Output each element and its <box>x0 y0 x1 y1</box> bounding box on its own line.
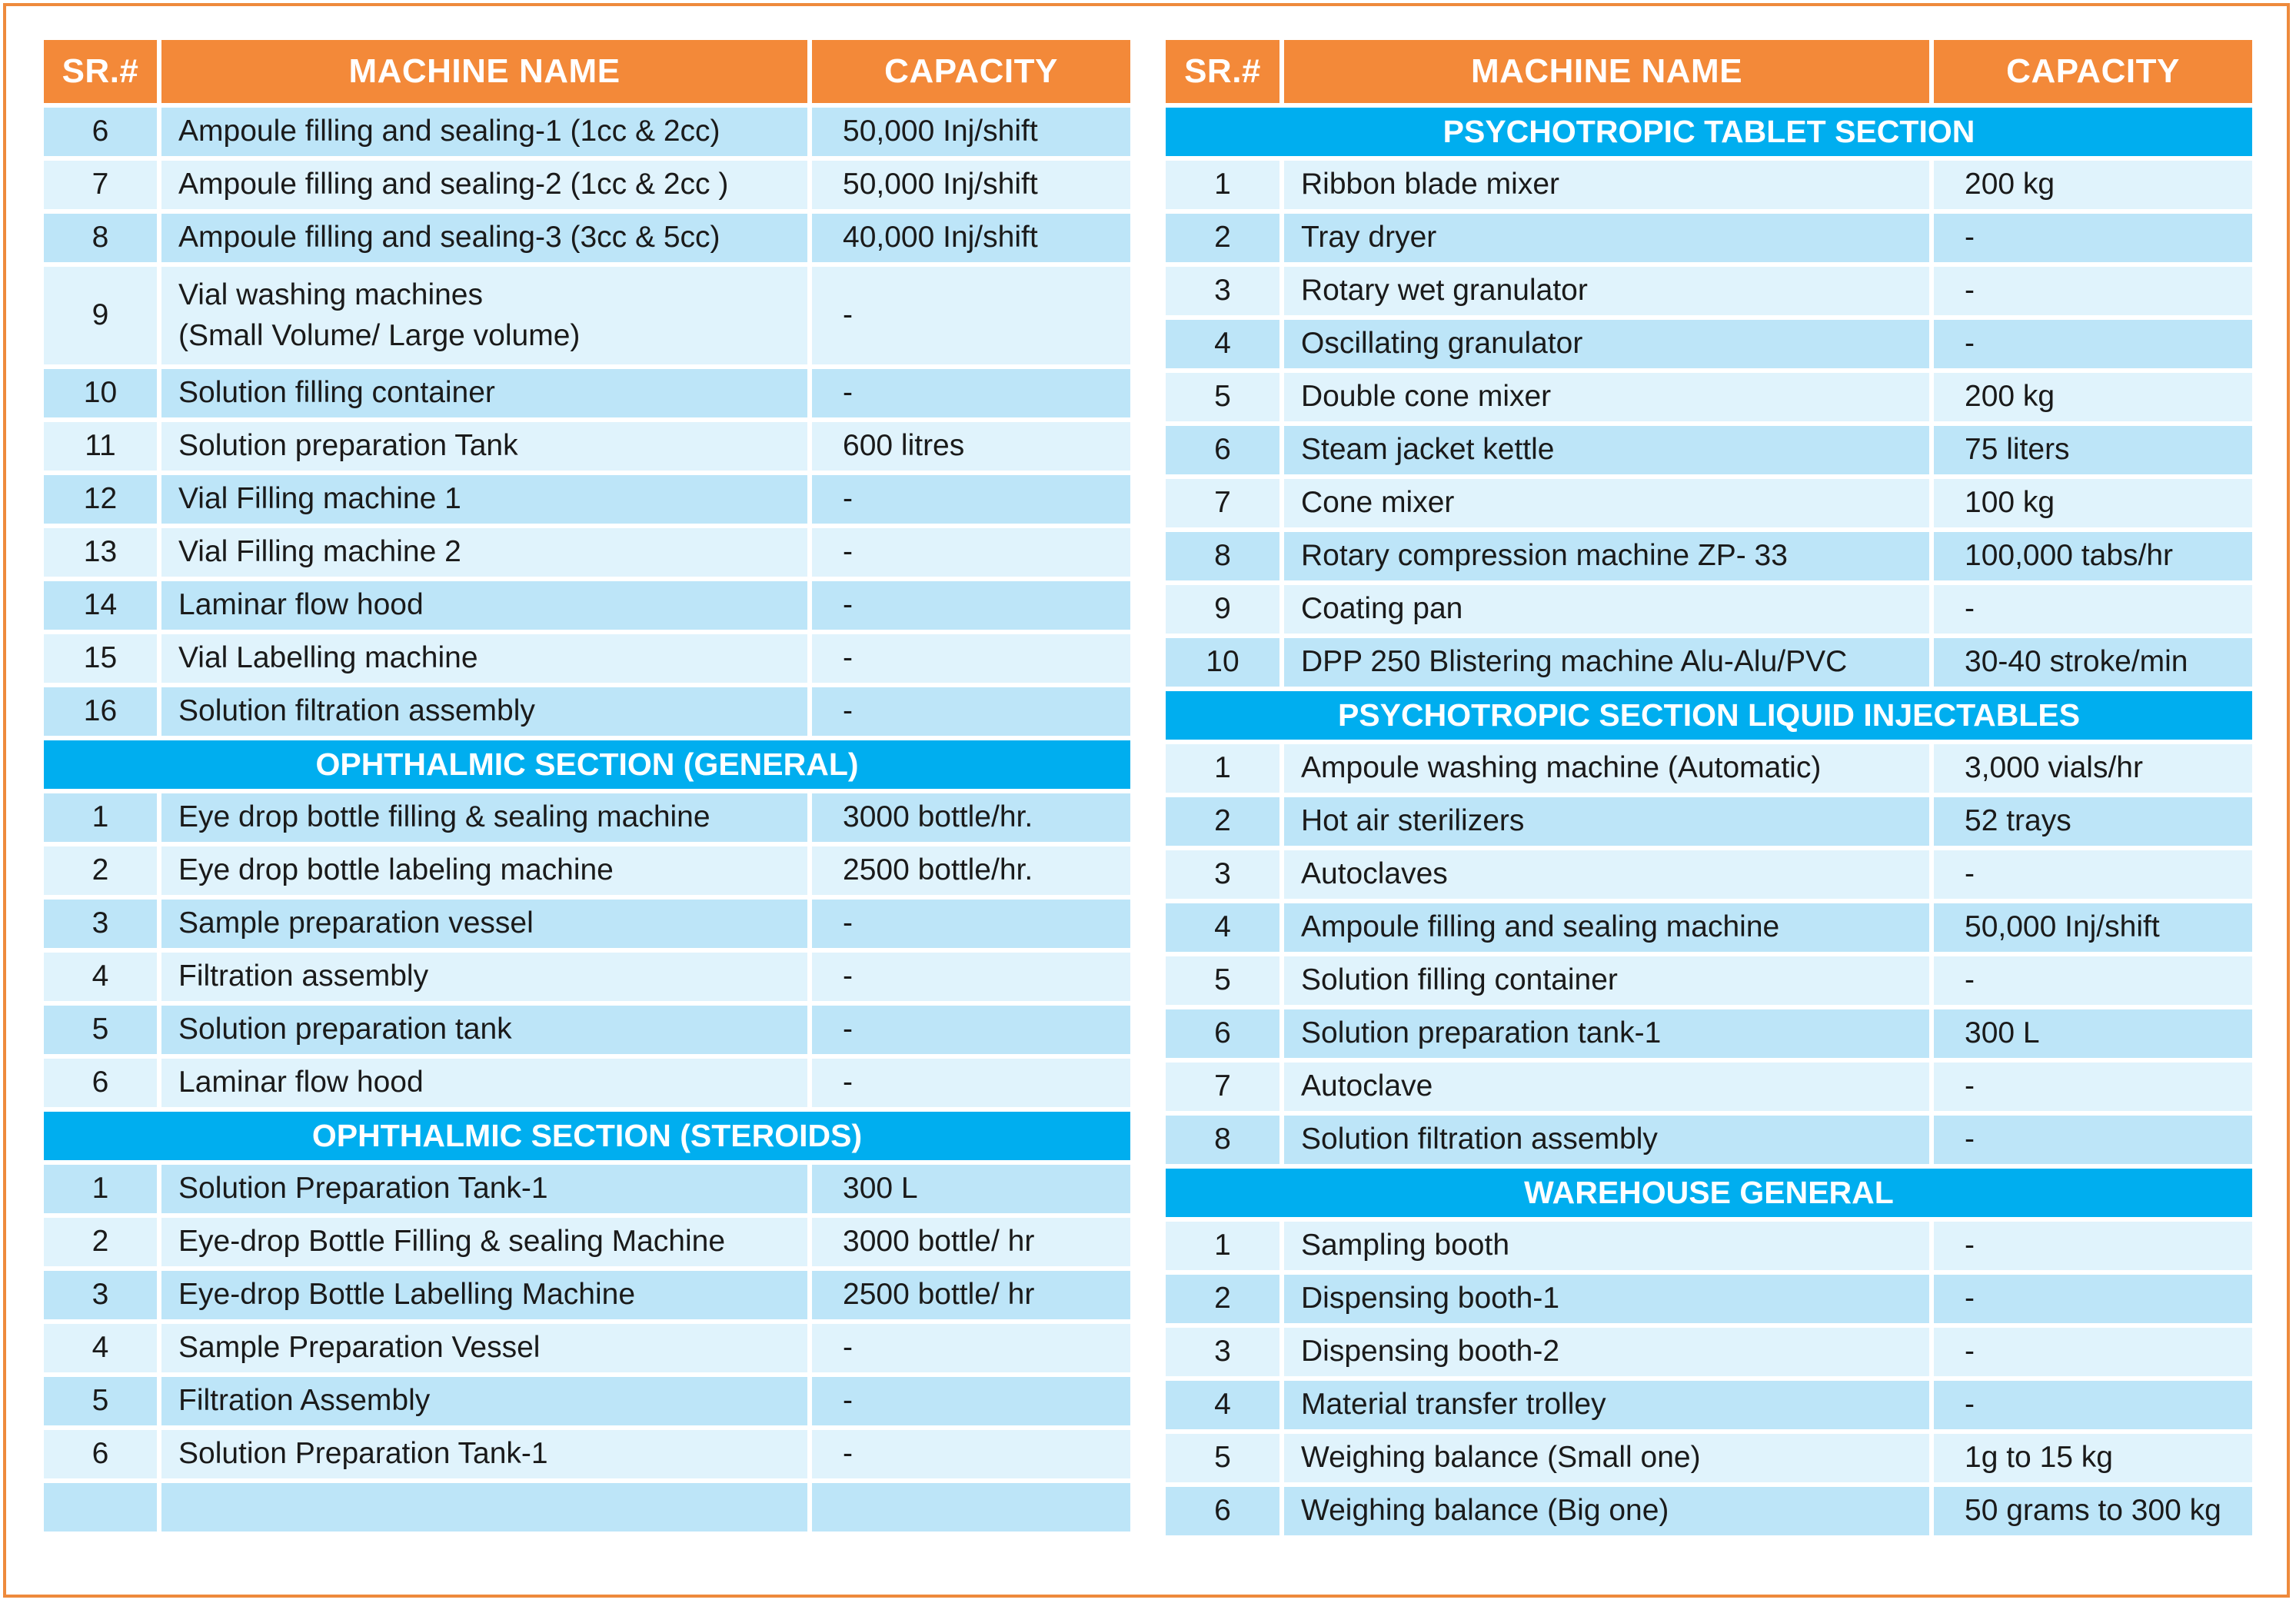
capacity-cell: - <box>1934 1063 2252 1111</box>
sr-cell: 2 <box>44 846 157 895</box>
sr-cell: 5 <box>44 1006 157 1054</box>
sr-cell: 5 <box>1166 1434 1279 1482</box>
sr-cell: 15 <box>44 634 157 683</box>
section-title: PSYCHOTROPIC SECTION LIQUID INJECTABLES <box>1166 691 2252 740</box>
table-row <box>1166 214 2252 262</box>
capacity-cell: - <box>1934 585 2252 634</box>
machine-name-cell: Ampoule filling and sealing-1 (1cc & 2cc) <box>161 108 807 156</box>
table-row <box>1166 903 2252 952</box>
sr-cell: 4 <box>1166 903 1279 952</box>
capacity-cell: - <box>812 528 1130 577</box>
table-row <box>1166 532 2252 580</box>
sr-cell: 6 <box>44 1059 157 1107</box>
table-row <box>44 1430 1130 1478</box>
capacity-cell: 3000 bottle/hr. <box>812 793 1130 842</box>
sr-cell: 7 <box>44 161 157 209</box>
sr-cell: 3 <box>1166 1328 1279 1376</box>
sr-cell: 1 <box>44 793 157 842</box>
machine-name-cell: Weighing balance (Big one) <box>1284 1487 1929 1535</box>
capacity-cell: - <box>1934 1116 2252 1164</box>
sr-cell: 10 <box>44 369 157 417</box>
left-machine-table <box>39 35 1135 1536</box>
table-row <box>1166 1009 2252 1058</box>
capacity-cell: 300 L <box>812 1165 1130 1213</box>
sr-header: SR.# <box>1166 40 1279 103</box>
machine-name-cell: Material transfer trolley <box>1284 1381 1929 1429</box>
table-row <box>1166 1328 2252 1376</box>
section-header-ophthalmic-general <box>44 740 1130 789</box>
machine-name-cell: Solution preparation Tank <box>161 422 807 471</box>
table-row <box>44 634 1130 683</box>
capacity-cell: - <box>1934 956 2252 1005</box>
section-header-psychotropic-tablet <box>1166 108 2252 156</box>
machine-name-cell: DPP 250 Blistering machine Alu-Alu/PVC <box>1284 638 1929 687</box>
table-row <box>44 793 1130 842</box>
sr-cell: 3 <box>1166 267 1279 315</box>
capacity-cell: 3,000 vials/hr <box>1934 744 2252 793</box>
sr-cell: 5 <box>1166 956 1279 1005</box>
machine-name-cell: Laminar flow hood <box>161 1059 807 1107</box>
machine-name-cell: Cone mixer <box>1284 479 1929 527</box>
capacity-cell: - <box>812 369 1130 417</box>
machine-name-cell: Coating pan <box>1284 585 1929 634</box>
machine-name-cell: Rotary compression machine ZP- 33 <box>1284 532 1929 580</box>
empty-row <box>44 1483 1130 1531</box>
machine-name-cell: Vial Filling machine 2 <box>161 528 807 577</box>
sr-cell: 2 <box>1166 1275 1279 1323</box>
capacity-cell <box>812 1483 1130 1531</box>
machine-name-cell: Steam jacket kettle <box>1284 426 1929 474</box>
table-row <box>44 422 1130 471</box>
machine-name-cell: Hot air sterilizers <box>1284 797 1929 846</box>
section-header-ophthalmic-steroids <box>44 1112 1130 1160</box>
table-row <box>44 1377 1130 1425</box>
table-row <box>1166 797 2252 846</box>
machine-name-cell: Sampling booth <box>1284 1222 1929 1270</box>
capacity-cell: 50 grams to 300 kg <box>1934 1487 2252 1535</box>
machine-name-cell: Eye-drop Bottle Labelling Machine <box>161 1271 807 1319</box>
sr-cell: 9 <box>1166 585 1279 634</box>
machine-name-cell: Rotary wet granulator <box>1284 267 1929 315</box>
sr-cell <box>44 1483 157 1531</box>
machine-name-header: MACHINE NAME <box>1284 40 1929 103</box>
sr-cell: 14 <box>44 581 157 630</box>
table-row <box>1166 1434 2252 1482</box>
table-row <box>44 687 1130 736</box>
capacity-cell: 1g to 15 kg <box>1934 1434 2252 1482</box>
section-header-warehouse-general <box>1166 1169 2252 1217</box>
table-row <box>44 369 1130 417</box>
section-title: OPHTHALMIC SECTION (GENERAL) <box>44 740 1130 789</box>
sr-cell: 7 <box>1166 479 1279 527</box>
capacity-cell: - <box>1934 320 2252 368</box>
machine-name-header: MACHINE NAME <box>161 40 807 103</box>
machine-name-cell: Eye drop bottle labeling machine <box>161 846 807 895</box>
machine-name-cell: Solution preparation tank <box>161 1006 807 1054</box>
machine-name-cell: Vial Labelling machine <box>161 634 807 683</box>
sr-cell: 8 <box>1166 1116 1279 1164</box>
sr-cell: 8 <box>44 214 157 262</box>
capacity-cell: - <box>1934 1381 2252 1429</box>
right-table-panel <box>1166 40 2252 1535</box>
table-row <box>44 1271 1130 1319</box>
capacity-cell: 40,000 Inj/shift <box>812 214 1130 262</box>
capacity-cell: - <box>812 687 1130 736</box>
sr-cell: 4 <box>1166 1381 1279 1429</box>
section-title: OPHTHALMIC SECTION (STEROIDS) <box>44 1112 1130 1160</box>
machine-name-cell: Solution filtration assembly <box>1284 1116 1929 1164</box>
sr-cell: 1 <box>1166 1222 1279 1270</box>
capacity-cell: - <box>812 1324 1130 1372</box>
machine-name-cell: Vial Filling machine 1 <box>161 475 807 524</box>
table-row <box>1166 850 2252 899</box>
sr-cell: 3 <box>44 1271 157 1319</box>
table-row <box>44 475 1130 524</box>
sr-cell: 1 <box>44 1165 157 1213</box>
sr-cell: 8 <box>1166 532 1279 580</box>
table-row <box>1166 1275 2252 1323</box>
sr-cell: 12 <box>44 475 157 524</box>
sr-cell: 5 <box>1166 373 1279 421</box>
machine-name-cell: Dispensing booth-2 <box>1284 1328 1929 1376</box>
capacity-cell: - <box>812 1430 1130 1478</box>
table-row <box>44 267 1130 364</box>
machine-name-cell: Weighing balance (Small one) <box>1284 1434 1929 1482</box>
table-row <box>44 214 1130 262</box>
left-table-body <box>44 108 1130 1531</box>
capacity-cell: 200 kg <box>1934 161 2252 209</box>
sr-cell: 4 <box>44 953 157 1001</box>
table-row <box>44 1218 1130 1266</box>
sr-cell: 6 <box>1166 1487 1279 1535</box>
machine-name-cell: Autoclaves <box>1284 850 1929 899</box>
sr-cell: 16 <box>44 687 157 736</box>
table-row <box>1166 479 2252 527</box>
table-row <box>44 846 1130 895</box>
capacity-cell: - <box>812 1377 1130 1425</box>
section-title: PSYCHOTROPIC TABLET SECTION <box>1166 108 2252 156</box>
table-header <box>44 40 1130 103</box>
right-table-body <box>1166 108 2252 1535</box>
capacity-cell: 600 litres <box>812 422 1130 471</box>
machine-name-cell: Solution preparation tank-1 <box>1284 1009 1929 1058</box>
capacity-cell: - <box>1934 267 2252 315</box>
machine-name-cell: Sample Preparation Vessel <box>161 1324 807 1372</box>
machine-name-cell: Ampoule filling and sealing machine <box>1284 903 1929 952</box>
capacity-cell: 100 kg <box>1934 479 2252 527</box>
machine-name-cell: Solution filling container <box>161 369 807 417</box>
machine-name-line-2: (Small Volume/ Large volume) <box>178 318 581 352</box>
table-row <box>1166 320 2252 368</box>
capacity-cell: - <box>1934 850 2252 899</box>
capacity-cell: 300 L <box>1934 1009 2252 1058</box>
machine-name-cell: Filtration assembly <box>161 953 807 1001</box>
sr-cell: 10 <box>1166 638 1279 687</box>
capacity-header: CAPACITY <box>812 40 1130 103</box>
machine-name-cell: Laminar flow hood <box>161 581 807 630</box>
table-row <box>1166 1487 2252 1535</box>
sr-cell: 7 <box>1166 1063 1279 1111</box>
table-row <box>1166 1381 2252 1429</box>
table-row <box>1166 267 2252 315</box>
sr-cell: 2 <box>1166 214 1279 262</box>
capacity-cell: 100,000 tabs/hr <box>1934 532 2252 580</box>
machine-name-cell: Dispensing booth-1 <box>1284 1275 1929 1323</box>
sr-cell: 6 <box>44 108 157 156</box>
sr-cell: 3 <box>44 900 157 948</box>
sr-cell: 6 <box>44 1430 157 1478</box>
table-row <box>1166 1222 2252 1270</box>
table-row <box>1166 956 2252 1005</box>
machine-name-cell: Solution Preparation Tank-1 <box>161 1430 807 1478</box>
capacity-cell: - <box>1934 214 2252 262</box>
capacity-cell: 50,000 Inj/shift <box>812 161 1130 209</box>
capacity-cell: 200 kg <box>1934 373 2252 421</box>
table-row <box>44 528 1130 577</box>
machine-name-cell: Solution Preparation Tank-1 <box>161 1165 807 1213</box>
sr-cell: 1 <box>1166 744 1279 793</box>
table-row <box>1166 585 2252 634</box>
sr-cell: 9 <box>44 267 157 364</box>
sr-cell: 4 <box>44 1324 157 1372</box>
capacity-cell: - <box>812 267 1130 364</box>
machine-name-cell: Autoclave <box>1284 1063 1929 1111</box>
machine-name-cell: Tray dryer <box>1284 214 1929 262</box>
table-row <box>44 1165 1130 1213</box>
table-row <box>1166 1116 2252 1164</box>
section-title: WAREHOUSE GENERAL <box>1166 1169 2252 1217</box>
table-row <box>44 1006 1130 1054</box>
sr-cell: 2 <box>1166 797 1279 846</box>
sr-cell: 4 <box>1166 320 1279 368</box>
capacity-cell: - <box>812 900 1130 948</box>
sr-cell: 13 <box>44 528 157 577</box>
capacity-cell: - <box>812 581 1130 630</box>
sr-cell: 11 <box>44 422 157 471</box>
capacity-cell: - <box>812 475 1130 524</box>
right-machine-table <box>1161 35 2257 1540</box>
sr-cell: 2 <box>44 1218 157 1266</box>
sr-cell: 1 <box>1166 161 1279 209</box>
sr-cell: 5 <box>44 1377 157 1425</box>
machine-name-cell <box>161 267 807 364</box>
machine-name-cell: Sample preparation vessel <box>161 900 807 948</box>
capacity-cell: 75 liters <box>1934 426 2252 474</box>
table-row <box>1166 373 2252 421</box>
table-row <box>1166 161 2252 209</box>
capacity-cell: - <box>812 634 1130 683</box>
table-row <box>44 581 1130 630</box>
table-row <box>1166 426 2252 474</box>
capacity-cell: 50,000 Inj/shift <box>1934 903 2252 952</box>
capacity-cell: 30-40 stroke/min <box>1934 638 2252 687</box>
sr-cell: 6 <box>1166 1009 1279 1058</box>
table-row <box>44 1324 1130 1372</box>
left-table-panel <box>44 40 1130 1531</box>
sr-header: SR.# <box>44 40 157 103</box>
capacity-cell: - <box>1934 1275 2252 1323</box>
capacity-cell: 2500 bottle/hr. <box>812 846 1130 895</box>
table-row <box>44 161 1130 209</box>
capacity-cell: 3000 bottle/ hr <box>812 1218 1130 1266</box>
machine-name-cell: Solution filling container <box>1284 956 1929 1005</box>
table-row <box>1166 638 2252 687</box>
table-header <box>1166 40 2252 103</box>
table-row <box>1166 744 2252 793</box>
machine-name-cell: Ampoule filling and sealing-3 (3cc & 5cc) <box>161 214 807 262</box>
machine-name-cell: Oscillating granulator <box>1284 320 1929 368</box>
sr-cell: 6 <box>1166 426 1279 474</box>
machine-name-cell: Eye-drop Bottle Filling & sealing Machine <box>161 1218 807 1266</box>
machine-name-cell: Eye drop bottle filling & sealing machine <box>161 793 807 842</box>
table-row <box>44 1059 1130 1107</box>
section-header-psychotropic-liquid <box>1166 691 2252 740</box>
machine-name-cell: Ribbon blade mixer <box>1284 161 1929 209</box>
machine-name-cell: Filtration Assembly <box>161 1377 807 1425</box>
machine-name-cell: Solution filtration assembly <box>161 687 807 736</box>
table-row <box>44 953 1130 1001</box>
sr-cell: 3 <box>1166 850 1279 899</box>
machine-name-cell: Ampoule washing machine (Automatic) <box>1284 744 1929 793</box>
capacity-cell: - <box>812 1059 1130 1107</box>
machine-name-line-1: Vial washing machines <box>178 278 483 311</box>
table-row <box>44 900 1130 948</box>
capacity-cell: 2500 bottle/ hr <box>812 1271 1130 1319</box>
capacity-cell: - <box>1934 1222 2252 1270</box>
table-row <box>44 108 1130 156</box>
capacity-cell: - <box>1934 1328 2252 1376</box>
machine-name-cell <box>161 1483 807 1531</box>
machine-name-cell: Double cone mixer <box>1284 373 1929 421</box>
machine-name-cell: Ampoule filling and sealing-2 (1cc & 2cc ) <box>161 161 807 209</box>
capacity-cell: 52 trays <box>1934 797 2252 846</box>
capacity-cell: - <box>812 1006 1130 1054</box>
capacity-header: CAPACITY <box>1934 40 2252 103</box>
table-row <box>1166 1063 2252 1111</box>
capacity-cell: - <box>812 953 1130 1001</box>
capacity-cell: 50,000 Inj/shift <box>812 108 1130 156</box>
